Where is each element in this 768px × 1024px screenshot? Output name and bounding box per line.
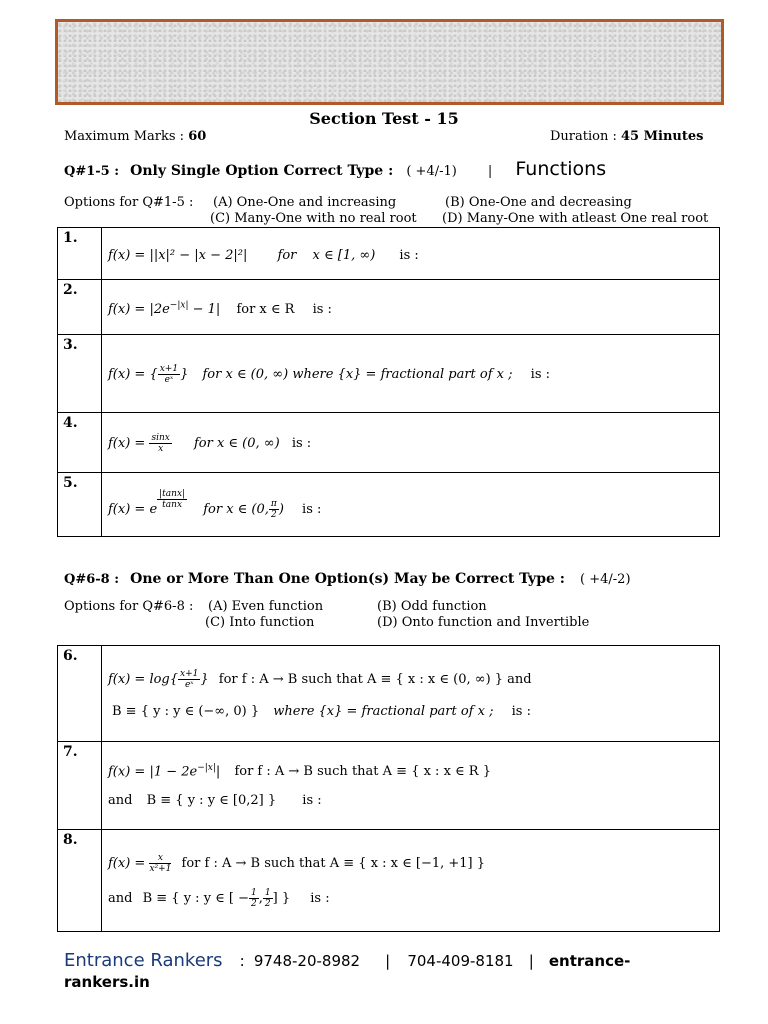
question-number: 8. xyxy=(58,830,102,932)
question-8-line1: f(x) = $\frac{x}{\text{x²+1}}$ for f : A → B such that A ≡ { x : x ∈ [−1, +1] } xyxy=(108,852,486,874)
question-row-6 xyxy=(58,646,720,742)
question-2-expression: $f(x) = |2e^{-|x|} - 1|$ for x ∈ R is : xyxy=(108,300,332,317)
header-banner xyxy=(55,19,724,105)
section1-separator: | xyxy=(487,164,493,179)
fraction: $\frac{x+1}{\text{eˣ}}$ xyxy=(180,668,199,690)
question-row-2 xyxy=(58,280,720,335)
fraction: $\frac{\pi}{2}$ xyxy=(270,498,277,520)
fraction: $\frac{\sin x}{x}$ xyxy=(151,432,170,454)
question-6-line1: f(x) = log{ $\frac{x+1}{\text{eˣ}}$ } for f : A → B such that A ≡ { x : x ∈ (0, ∞) } and xyxy=(108,668,532,690)
question-row-5 xyxy=(58,473,720,537)
section1-type: Only Single Option Correct Type : xyxy=(130,163,394,179)
question-number: 2. xyxy=(58,280,102,335)
question-4-expression: f(x) = $\frac{\sin x}{x}$ for x ∈ (0, ∞) is : xyxy=(108,432,312,454)
question-8-line2: and B ≡ { y : y ∈ [ − $\frac{1}{2}$ , $\frac{1}{2}$ ] } is : xyxy=(108,887,330,909)
question-1-expression: f(x) = ||x|² − |x − 2|²| for x ∈ [1, ∞) is : xyxy=(108,248,419,263)
section1-option-c: (C) Many-One with no real root xyxy=(210,211,417,226)
section2-heading xyxy=(64,568,631,587)
max-marks-label: Maximum Marks : xyxy=(64,129,185,144)
question-7-line2: and B ≡ { y : y ∈ [0,2] } is : xyxy=(108,793,322,809)
footer-phone-1: 9748-20-8982 xyxy=(253,952,361,970)
duration xyxy=(550,129,703,144)
section2-option-d: (D) Onto function and Invertible xyxy=(377,615,590,630)
duration-value: 45 Minutes xyxy=(621,129,704,144)
section1-topic: Functions xyxy=(515,158,607,180)
question-3-expression: f(x) = { $\frac{x+1}{\text{eˣ}}$ } for x ∈ (0, ∞) where {x} = fractional part of x ; is : xyxy=(108,363,550,385)
section1-table xyxy=(57,227,720,537)
duration-label: Duration : xyxy=(550,129,617,144)
fraction: $\frac{x+1}{\text{eˣ}}$ xyxy=(159,363,179,385)
section2-table xyxy=(57,645,720,932)
section1-marking: ( +4/-1) xyxy=(406,164,457,179)
section2-option-a: (A) Even function xyxy=(208,599,324,614)
section1-options-label: Options for Q#1-5 : xyxy=(64,195,194,210)
fraction: $\frac{x}{\text{x²+1}}$ xyxy=(149,852,172,874)
question-row-1 xyxy=(58,228,720,280)
section2-qrange: Q#6-8 : xyxy=(64,572,120,587)
footer-website[interactable]: entrance- xyxy=(548,952,631,970)
section2-type: One or More Than One Option(s) May be Correct Type : xyxy=(130,571,565,587)
fraction: $\frac{|\tan x|}{\tan x}$ xyxy=(159,489,186,511)
section1-option-a: (A) One-One and increasing xyxy=(213,195,397,210)
max-marks-value: 60 xyxy=(188,129,207,144)
footer-brand: Entrance Rankers xyxy=(64,950,223,971)
section1-qrange: Q#1-5 : xyxy=(64,164,120,179)
section2-options-label: Options for Q#6-8 : xyxy=(64,599,194,614)
footer-website-cont[interactable]: rankers.in xyxy=(64,973,150,991)
question-number: 1. xyxy=(58,228,102,280)
section1-heading xyxy=(64,158,606,180)
question-row-7 xyxy=(58,742,720,830)
question-6-line2: B ≡ { y : y ∈ (−∞, 0) } where {x} = fractional part of x ; is : xyxy=(112,703,531,719)
question-number: 7. xyxy=(58,742,102,830)
question-row-4 xyxy=(58,413,720,473)
section2-option-c: (C) Into function xyxy=(205,615,315,630)
section1-option-b: (B) One-One and decreasing xyxy=(445,195,632,210)
question-5-expression: f(x) = e $\frac{|\tan x|}{\tan x}$ for x ∈ (0, $\frac{\pi}{2}$ ) is : xyxy=(108,489,322,520)
page-title: Section Test - 15 xyxy=(309,109,459,128)
fraction: $\frac{1}{2}$ xyxy=(251,887,257,909)
question-7-line1: $f(x) = |1 - 2e^{-|x|}|$ for f : A → B such that A ≡ { x : x ∈ R } xyxy=(108,762,491,780)
question-number: 4. xyxy=(58,413,102,473)
footer-phone-2: 704-409-8181 xyxy=(407,952,514,970)
question-row-3 xyxy=(58,335,720,413)
section2-option-b: (B) Odd function xyxy=(377,599,487,614)
question-number: 5. xyxy=(58,473,102,537)
max-marks xyxy=(64,129,206,144)
question-number: 3. xyxy=(58,335,102,413)
section2-marking: ( +4/-2) xyxy=(580,572,631,587)
footer: Entrance Rankers : 9748-20-8982 | 704-409-8181 | entrance- xyxy=(64,950,631,971)
question-row-8 xyxy=(58,830,720,932)
fraction: $\frac{1}{2}$ xyxy=(264,887,271,909)
section1-option-d: (D) Many-One with atleast One real root xyxy=(442,211,709,226)
question-number: 6. xyxy=(58,646,102,742)
